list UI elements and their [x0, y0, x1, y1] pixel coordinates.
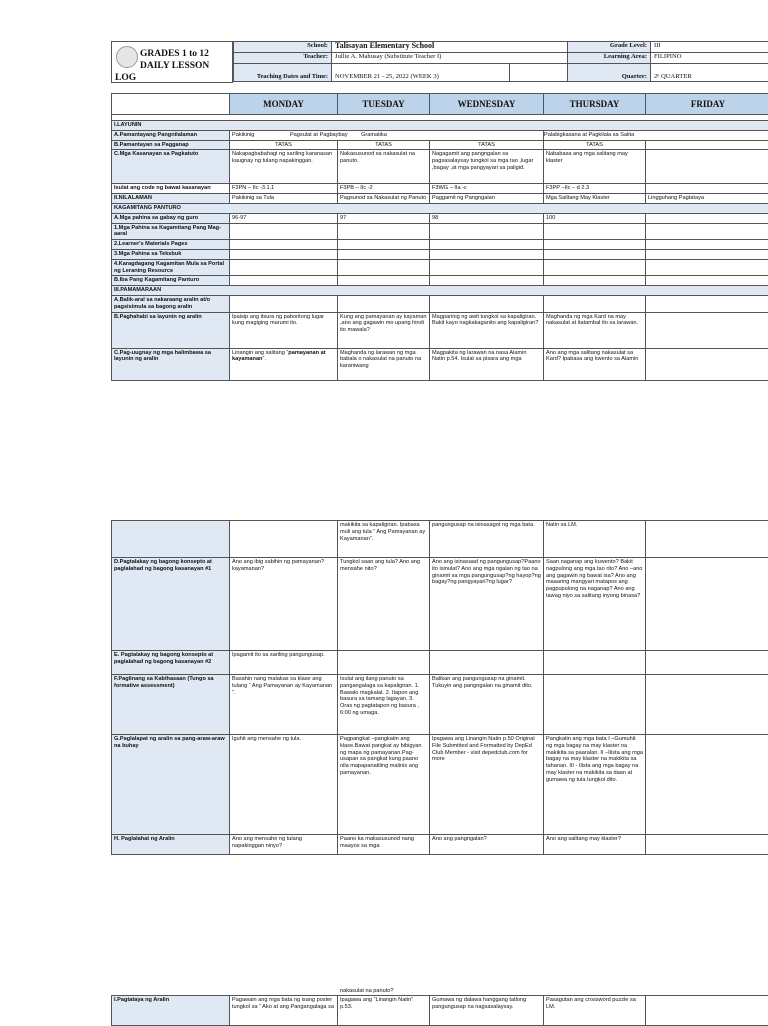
row-label-nilalaman: II.NILALAMAN	[112, 194, 230, 204]
school-value: Talisayan Elementary School	[332, 42, 568, 53]
row-label-paglalahat: H. Paglalahat ng Aralin	[112, 835, 230, 855]
pag-uugnay-mon: Linangin ang salitang “pamayanan at kayamanan”.	[230, 348, 338, 380]
row-label-code: Isulat ang code ng bawat kasanayan	[112, 184, 230, 194]
pagtataya-thu: Pasagutan ang crossword puzzle sa LM.	[544, 996, 646, 1026]
grade-level-value: III	[651, 42, 768, 53]
pp-grammar: Gramatika	[361, 132, 387, 138]
pagtalakay1-wed: Ano ang isinasaad ng pangungusap?Paano ito isinulat? Ano ang mga ngalan ng tao na ginamit sa mga pangungusap?ng hayop?ng bagay?ng pangyayari?ng lugar?	[430, 558, 544, 651]
pagtataya-wed: Gumawa ng dalawa hanggang tatlong pangungusap na nagsasalaysay.	[430, 996, 544, 1026]
teacher-value: Jullie A. Mahusay (Substitute Teacher I)	[332, 53, 568, 64]
kasanayan-wed: Nagagamit ang pangngalan sa pagsasalaysay tungkol sa mga tao ,lugar ,bagay ,at mga pangyayari sa paligid.	[430, 150, 544, 184]
header-brand	[111, 41, 233, 83]
row-label-kasanayan: C.Mga Kasanayan sa Pagkatuto	[112, 150, 230, 184]
row-label-paghahabi: B.Paghahabi sa layunin ng aralin	[112, 312, 230, 348]
cont-tue: makikita sa kapaligiran. Ipabasa muli ang tula “ Ang Pamayanan ay Kayamanan”.	[338, 521, 430, 558]
pagtataya-mon: Pagawain ang mga bata ng isang poster tungkol sa “ Ako at ang Pangangalaga sa	[230, 996, 338, 1026]
row-label-gabay-ng-guro: A.Mga pahina sa gabay ng guro	[112, 213, 230, 223]
row-label-pagtalakay-2: E. Pagtalakay ng bagong konsepto at paglalahad ng bagong kasanayan #2	[112, 651, 230, 675]
nilalaman-mon: Pakikinig sa Tula	[230, 194, 338, 204]
dll-title-line2: DAILY LESSON	[140, 61, 209, 71]
code-tue: F3PB – IIc -2	[338, 184, 430, 194]
grade-level-label: Grade Level:	[568, 42, 651, 53]
quarter-value: 2ⁿ QUARTER	[651, 64, 768, 82]
row-label-teksbuk: 3.Mga Pahina sa Teksbuk	[112, 249, 230, 259]
row-label-kagamitang-pang-mag-aaral: 1.Mga Pahina sa Kagamitang Pang Mag-aaral	[112, 223, 230, 240]
code-thu: F3PP –IIc – d 2.3	[544, 184, 646, 194]
header-block	[111, 41, 768, 83]
paglalapat-wed: Ipagawa ang Linangin Natin p.50 Original File Submitted and Formatted by DepEd Club Member - visit depedclub.com for more	[430, 735, 544, 835]
page3-cont-tue: nakasulat na panuto?	[340, 988, 394, 994]
row-label-pag-uugnay: C.Pag-uugnay ng mga halimbawa sa layunin ng aralin	[112, 348, 230, 380]
header-info-table	[233, 41, 768, 82]
pp-thu: Palabigkasana at Pagkilala sa Salita	[544, 130, 768, 140]
row-label-pagtalakay-1: D.Pagtalakay ng bagong konsepto at paglalahad ng bagong kasanayan #1	[112, 558, 230, 651]
dll-title-line3: LOG	[115, 73, 136, 83]
nilalaman-tue: Pagsunod sa Nakasulat ng Panuto	[338, 194, 430, 204]
kasanayan-thu: Nababasa ang mga salitang may klaster	[544, 150, 646, 184]
row-label-paglalapat: G.Paglalapat ng aralin sa pang-araw-araw na buhay	[112, 735, 230, 835]
quarter-label: Quarter:	[568, 64, 651, 82]
gabay-mon: 96-97	[230, 213, 338, 223]
pagganap-thu: TATAS	[544, 140, 646, 150]
pagtalakay2-mon: Ipagamit ito sa sariling pangungusap.	[230, 651, 338, 675]
paglinang-wed: Balikan ang pangungusap na ginamit. Tukuyin ang pangngalan na ginamit dito.	[430, 675, 544, 735]
deped-logo-icon	[116, 46, 138, 68]
row-label-iba-pang-kagamitan: B.Iba Pang Kagamitang Panturo	[112, 276, 230, 286]
learning-area-label: Learning Area:	[568, 53, 651, 64]
day-monday: MONDAY	[230, 94, 338, 115]
paglalahat-mon: Ano ang mensahe ng tulang napakinggan ninyo?	[230, 835, 338, 855]
pag-uugnay-thu: Ano ang mga salitang nakasulat sa Kard? Ipabasa ang kwento sa Alamin	[544, 348, 646, 380]
nilalaman-thu: Mga Salitang May Klaster	[544, 194, 646, 204]
pagganap-mon: TATAS	[230, 140, 338, 150]
paghahabi-thu: Maghanda ng mga Kard na may nakasulat at itatambal ito sa larawan.	[544, 312, 646, 348]
section-kagamitang-panturo: KAGAMITANG PANTURO	[112, 203, 768, 213]
day-wednesday: WEDNESDAY	[430, 94, 544, 115]
cont-wed: pangungusap na isinasagot ng mga bata.	[430, 521, 544, 558]
paglalahat-thu: Ano ang salitang may klaster?	[544, 835, 646, 855]
pag-uugnay-tue: Maghanda ng larawan ng mga babala o nakasulat na panuto na karaniwang	[338, 348, 430, 380]
gabay-wed: 98	[430, 213, 544, 223]
pagganap-tue: TATAS	[338, 140, 430, 150]
lesson-table-page2	[111, 520, 768, 855]
day-thursday: THURSDAY	[544, 94, 646, 115]
row-label-portal: 4.Karagdagang Kagamitan Mula sa Portal ng Leraning Resource	[112, 259, 230, 276]
gabay-tue: 97	[338, 213, 430, 223]
section-layunin: I.LAYUNIN	[112, 121, 768, 131]
row-label-pamantayan-sa-pagganap: B.Pamantayan sa Pagganap	[112, 140, 230, 150]
row-label-paglinang: F.Paglinang sa Kabihasaan (Tungo sa formative assessment)	[112, 675, 230, 735]
code-mon: F3PN – IIc -3.1.1	[230, 184, 338, 194]
pagtalakay1-tue: Tungkol saan ang tula? Ano ang mensahe nito?	[338, 558, 430, 651]
row-label-balik-aral: A.Balik-aral sa nakaraang aralin at/o pagsisimula sa bagong aralin	[112, 295, 230, 312]
paglinang-mon: Basahin nang malakas sa klase ang tulang “ Ang Pamayanan ay Kayamanan ”.	[230, 675, 338, 735]
teacher-label: Teacher:	[234, 53, 332, 64]
school-label: School:	[234, 42, 332, 53]
day-friday: FRIDAY	[646, 94, 768, 115]
learning-area-value: FILIPINO	[651, 53, 768, 64]
paglinang-tue: Isulat ang ilang panuto sa pangangalaga sa kapaligiran. 1. Bawalo magkalat. 2. Itapon ang basura sa tamang lagayan. 3. Oras ng pagtatapon ng basura , 6:00 ng umaga.	[338, 675, 430, 735]
kasanayan-tue: Nakasusunod sa nakasulat na panuto.	[338, 150, 430, 184]
paghahabi-mon: Ipaisip ang itsura ng paboritong lugar kung magiging marumi ito.	[230, 312, 338, 348]
paglalapat-thu: Pangkatin ang mga bata I –Gumuhit ng mga bagay na may klaster na makikita sa paaralan. II –Ilista ang mga bagay na may klaster na makikita sa tahanan. III - Ilista ang mga bagay na may klaster na makikita sa daan at gumawa ng tula tungkol dito.	[544, 735, 646, 835]
row-label-pagtataya: I.Pagtataya ng Aralin	[112, 996, 230, 1026]
paghahabi-wed: Magparinig ng awit tungkol sa kapaligiran. Bakit kayo nagkakaganito ang kapaligiran?	[430, 312, 544, 348]
lesson-table-page3	[111, 995, 768, 1026]
paglalapat-tue: Pagpangkat –pangkatin ang klase.Bawat pangkat ay bibigyan ng mapa ng pamayanan.Pag-usapan sa pangkat kung paano nila mapapanatiling malinis ang pamayanan.	[338, 735, 430, 835]
pagtalakay1-thu: Saan naganap ang kuwento? Bakit nagpulong ang mga tao rito? Ano –ano ang gagawin ng bawat isa? Ano ang maaaring mangyari matapos ang pagpupulong na naganap? Ano ang tawag niyo sa salitang inyong binasa?	[544, 558, 646, 651]
paghahabi-tue: Kung ang pamayanan ay kayaman ,ano ang gagawin mo upang hindi ito mawala?	[338, 312, 430, 348]
section-pamamaraan: III.PAMAMARAAN	[112, 286, 768, 296]
paglalahat-tue: Paano ka makasusunod nang maayos sa mga	[338, 835, 430, 855]
kasanayan-mon: Nakapagbabahagi ng sariling karanasan kaugnay ng tulang napakinggan.	[230, 150, 338, 184]
day-tuesday: TUESDAY	[338, 94, 430, 115]
cont-thu: Natin sa LM.	[544, 521, 646, 558]
dates-label: Teaching Dates and Time:	[234, 64, 332, 82]
dates-value: NOVEMBER 21 - 25, 2022 (WEEK 3)	[332, 64, 510, 82]
pag-uugnay-wed: Magpakita ng larawan na nasa Alamin Natin p.54. Isulat sa pisara ang mga	[430, 348, 544, 380]
code-wed: F3WG – IIa -c	[430, 184, 544, 194]
lesson-table-page1	[111, 93, 768, 381]
pp-tue: Pagsulat at Pagbaybay	[290, 132, 348, 138]
dll-title-line1: GRADES 1 to 12	[140, 49, 209, 59]
paglalahat-wed: Ano ang pangngalan?	[430, 835, 544, 855]
pagganap-wed: TATAS	[430, 140, 544, 150]
pagtalakay1-mon: Ano ang ibig sabihin ng pamayanan?kayamanan?	[230, 558, 338, 651]
nilalaman-fri: Lingguhang Pagtataya	[646, 194, 768, 204]
gabay-thu: 100	[544, 213, 646, 223]
paglalapat-mon: Iguhit ang mensahe ng tula.	[230, 735, 338, 835]
pamantayang-pangnilalaman-mon-wed	[230, 130, 544, 140]
pagtataya-tue: Ipagawa ang “Linangin Natin” p.53.	[338, 996, 430, 1026]
row-label-pamantayang-pangnilalaman: A.Pamantayang Pangnilalaman	[112, 130, 230, 140]
nilalaman-wed: Paggamit ng Pangngalan	[430, 194, 544, 204]
row-label-learners-materials: 2.Learner's Materials Pages	[112, 240, 230, 250]
pp-mon: Pakikinig	[232, 132, 254, 138]
